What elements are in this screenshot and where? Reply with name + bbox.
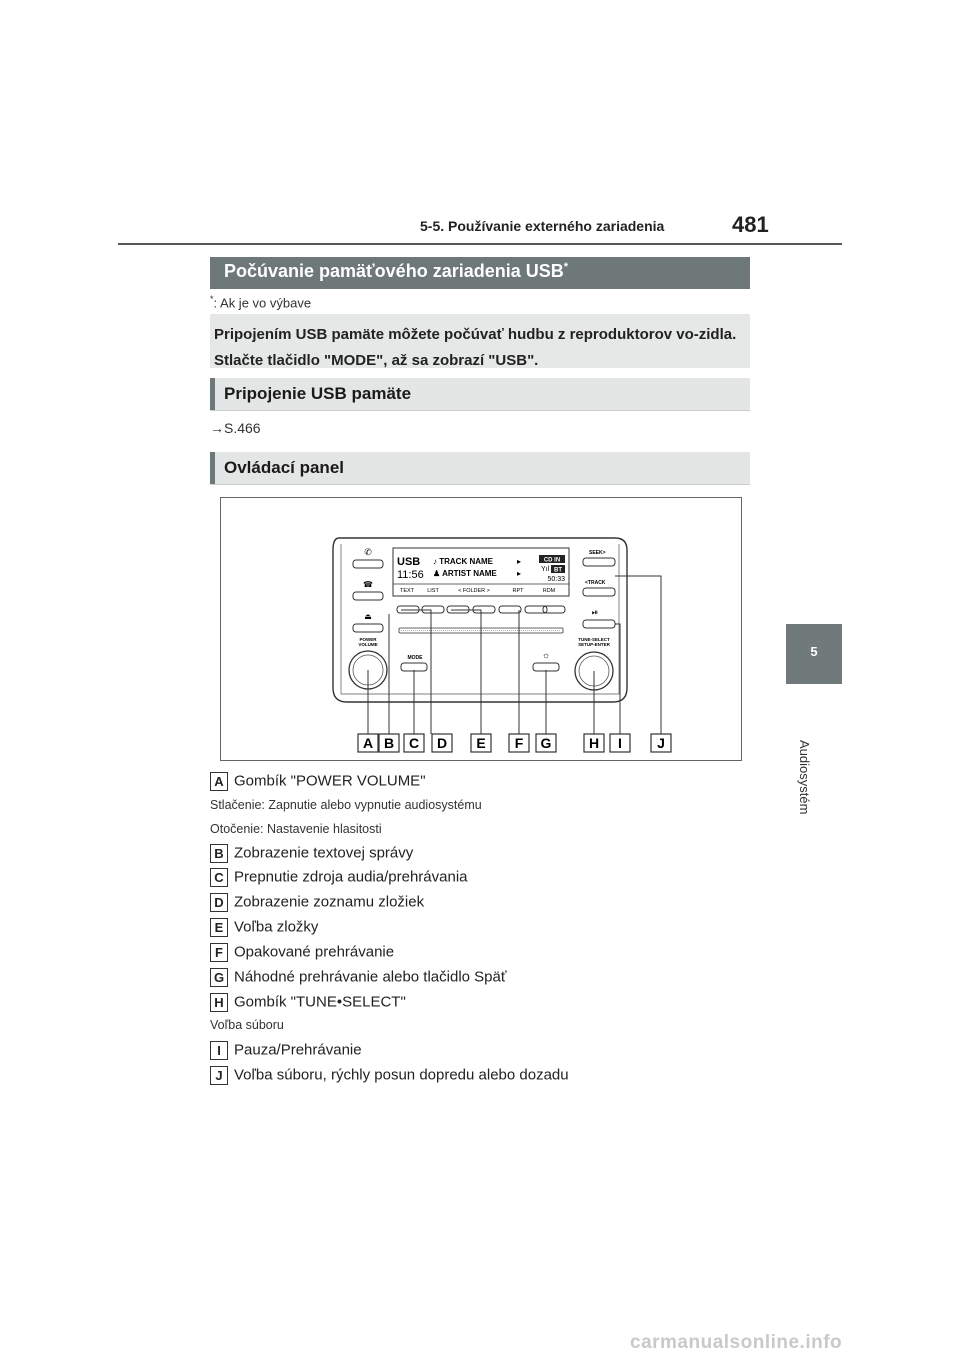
signal-icon: Yıl [541, 566, 550, 573]
display-badge-bt: BT [554, 567, 562, 574]
item-text: Voľba súboru [210, 1018, 284, 1032]
section-title: Ovládací panel [224, 458, 344, 477]
item-text: Gombík "TUNE•SELECT" [234, 993, 406, 1011]
callout-label: A [362, 735, 374, 751]
section-title-text: Počúvanie pamäťového zariadenia USB [224, 261, 564, 281]
list-item [210, 868, 468, 887]
softkey-button[interactable] [499, 606, 521, 613]
item-text: Gombík "POWER VOLUME" [234, 772, 426, 790]
eject-icon: ⏏ [364, 612, 372, 621]
display-track: ♪ TRACK NAME [433, 557, 493, 566]
svg-text:▸: ▸ [517, 557, 522, 566]
callout-label: B [383, 735, 395, 751]
item-marker: D [210, 893, 228, 912]
display-badge-cd: CD IN [543, 557, 561, 564]
list-item [210, 968, 506, 987]
callout-label: I [618, 735, 622, 751]
section-title [224, 261, 568, 282]
footnote [210, 294, 311, 310]
softkey-label: RPT [512, 588, 524, 594]
section-heading-connect [210, 378, 750, 411]
track-label: <TRACK [585, 580, 606, 586]
svg-text:▸: ▸ [517, 569, 522, 578]
mode-label: MODE [407, 655, 423, 661]
item-text: Zobrazenie zoznamu zložiek [234, 893, 425, 911]
asterisk: * [563, 261, 569, 273]
list-item [210, 1041, 362, 1060]
intro-box [210, 314, 750, 368]
chapter-number: 5 [810, 644, 818, 659]
callout-label: G [540, 735, 552, 751]
list-item-detail [210, 822, 382, 836]
header-rule [118, 243, 842, 245]
page-number: 481 [732, 212, 769, 237]
callout-label: E [476, 735, 486, 751]
softkey-label: RDM [542, 588, 556, 594]
softkey-label: TEXT [399, 588, 415, 594]
chapter-label: Audiosystém [797, 740, 812, 815]
page-reference-link[interactable]: →S.466 [210, 420, 261, 436]
item-marker: C [210, 868, 228, 887]
list-item [210, 893, 424, 912]
item-marker: G [210, 968, 228, 987]
item-marker: H [210, 993, 228, 1012]
phone-icon: ✆ [364, 547, 372, 557]
tune-select-label: TUNE-SELECT [578, 637, 610, 642]
callout-label: D [436, 735, 448, 751]
callout-label: J [657, 735, 665, 751]
list-item-detail [210, 798, 482, 812]
list-item [210, 918, 318, 937]
power-volume-label: POWER [359, 637, 377, 642]
footnote-text: : Ak je vo výbave [213, 295, 312, 311]
watermark: carmanualsonline.info [630, 1332, 843, 1353]
list-item [210, 993, 406, 1012]
list-item [210, 844, 413, 863]
list-item [210, 943, 394, 962]
callout-labels [358, 734, 671, 752]
item-marker: A [210, 772, 228, 791]
item-marker: B [210, 844, 228, 863]
section-heading-usb [210, 257, 750, 289]
heading-accent [210, 452, 215, 484]
heading-accent [210, 378, 215, 410]
item-text: Voľba zložky [234, 918, 319, 936]
list-item [210, 1066, 569, 1085]
display-artist: ♟ ARTIST NAME [433, 569, 497, 578]
power-volume-label-2: VOLUME [358, 642, 378, 647]
item-text: Náhodné prehrávanie alebo tlačidlo Späť [234, 968, 507, 986]
control-panel-illustration [221, 498, 741, 760]
item-text: Prepnutie zdroja audia/prehrávania [234, 868, 468, 886]
item-text: Voľba súboru, rýchly posun dopredu alebo dozadu [234, 1066, 569, 1084]
item-marker: F [210, 943, 228, 962]
callout-label: F [514, 735, 524, 751]
display-source: USB [397, 556, 421, 568]
item-text: Stlačenie: Zapnutie alebo vypnutie audiosystému [210, 798, 482, 812]
callout-label: C [408, 735, 420, 751]
intro-text: Pripojením USB pamäte môžete počúvať hudbu z reproduktorov vo-zidla. Stlačte tlačidlo "MODE", až sa zobrazí "USB". [214, 326, 737, 369]
brightness-icon: ☼ [541, 650, 551, 660]
item-marker: J [210, 1066, 228, 1085]
callout-label: H [588, 735, 600, 751]
list-item [210, 772, 426, 791]
play-pause-icon: ⏯ [591, 608, 599, 617]
display-time: 50:33 [547, 576, 565, 583]
softkey-label: < FOLDER > [458, 588, 490, 594]
item-text: Pauza/Prehrávanie [234, 1041, 362, 1059]
list-item-detail [210, 1018, 284, 1032]
softkey-label: LIST [427, 588, 439, 594]
item-text: Otočenie: Nastavenie hlasitosti [210, 822, 382, 836]
item-text: Zobrazenie textovej správy [234, 844, 414, 862]
running-header: 5-5. Používanie externého zariadenia [420, 218, 665, 234]
footnote-mark: * [210, 294, 214, 304]
section-heading-panel [210, 452, 750, 485]
item-text: Opakované prehrávanie [234, 943, 395, 961]
section-title: Pripojenie USB pamäte [224, 384, 412, 403]
seek-label: SEEK> [589, 550, 606, 556]
tune-select-label-2: SETUP-ENTER [578, 642, 610, 647]
item-marker: E [210, 918, 228, 937]
item-marker: I [210, 1041, 228, 1060]
hangup-icon: ☎ [363, 580, 373, 589]
control-panel-figure [220, 497, 742, 761]
display-clock: 11:56 [397, 569, 424, 581]
